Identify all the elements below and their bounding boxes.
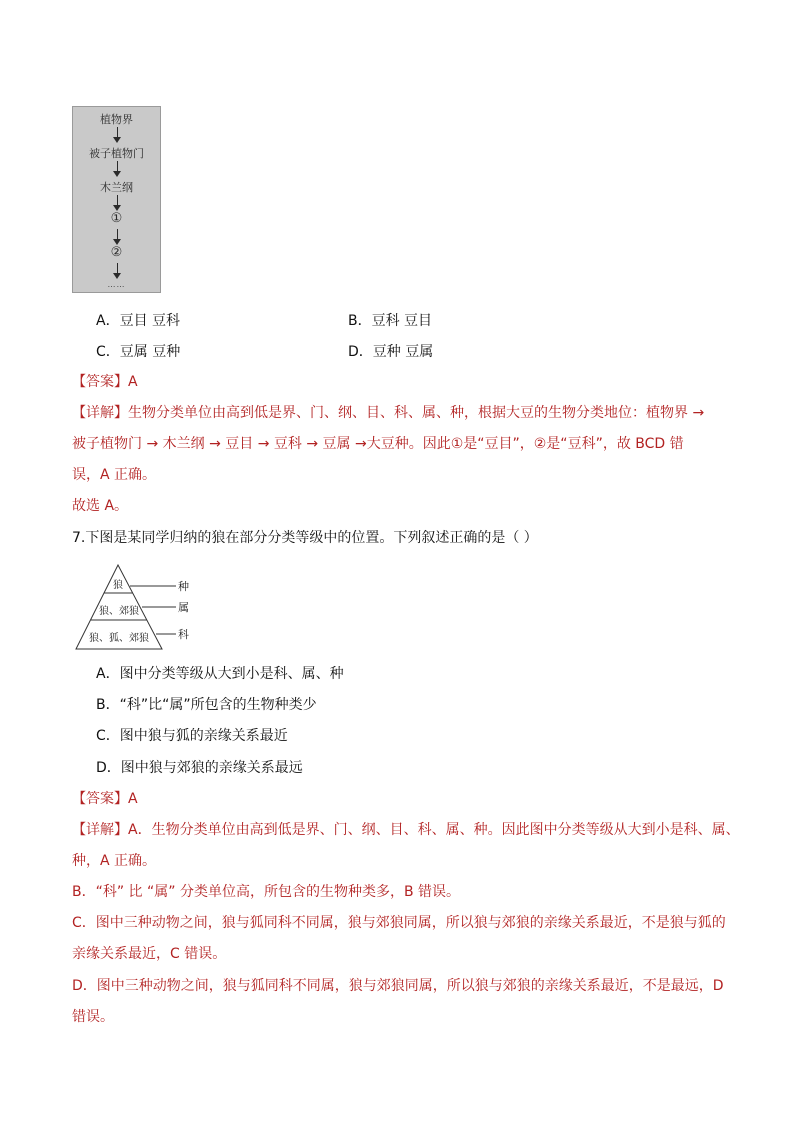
level-phylum: 被子植物门 [89, 147, 144, 160]
answer-value: A [128, 791, 138, 807]
detail-line-2: 被子植物门 → 木兰纲 → 豆目 → 豆科 → 豆属 →大豆种。因此①是“豆目”，②是“豆科”，故 BCD 错 [72, 436, 684, 452]
option-b: B．“科”比“属”所包含的生物种类少 [96, 697, 317, 713]
option-c: C．豆属 豆种 [96, 344, 181, 360]
answer-value: A [128, 374, 138, 390]
level-kingdom: 植物界 [100, 113, 133, 126]
option-a: A．图中分类等级从大到小是科、属、种 [96, 666, 344, 682]
detail-line-2: 种，A 正确。 [72, 853, 157, 869]
detail-line-4: C．图中三种动物之间，狼与狐同科不同属，狼与郊狼同属，所以狼与郊狼的亲缘关系最近，不是狼与狐的 [72, 915, 726, 931]
option-d: D．图中狼与郊狼的亲缘关系最远 [96, 760, 303, 776]
label-genus: 属 [178, 601, 189, 614]
answer-line [72, 789, 138, 809]
ellipsis: …… [107, 280, 126, 289]
conclusion: 故选 A。 [72, 498, 129, 514]
question-7-stem: 7.下图是某同学归纳的狼在部分分类等级中的位置。下列叙述正确的是（ ） [72, 530, 538, 546]
detail-line-1 [72, 403, 704, 423]
detail-line-3: 误，A 正确。 [72, 467, 157, 483]
detail-line-6: D．图中三种动物之间，狼与狐同科不同属，狼与郊狼同属，所以狼与郊狼的亲缘关系最近，不是最远，D [72, 978, 724, 994]
detail-label: 【详解】 [72, 405, 128, 421]
detail-line-7: 错误。 [72, 1009, 114, 1025]
detail-line-5: 亲缘关系最近，C 错误。 [72, 946, 227, 962]
answer-line [72, 372, 138, 392]
detail-line-1 [72, 820, 740, 840]
label-species: 种 [178, 580, 189, 593]
level-blank-2: ② [110, 245, 123, 260]
detail-text: 生物分类单位由高到低是界、门、纲、目、科、属、种，根据大豆的生物分类地位：植物界 → [128, 405, 705, 421]
detail-text: A．生物分类单位由高到低是界、门、纲、目、科、属、种。因此图中分类等级从大到小是科、属、 [128, 822, 740, 838]
answer-label: 【答案】 [72, 374, 128, 390]
answer-label: 【答案】 [72, 791, 128, 807]
label-family: 科 [178, 628, 189, 641]
tier-family: 狼、狐、郊狼 [89, 633, 149, 644]
classification-chain-figure [72, 106, 161, 293]
level-blank-1: ① [110, 211, 123, 226]
detail-line-3: B．“科” 比 “属” 分类单位高，所包含的生物种类多，B 错误。 [72, 884, 461, 900]
tier-species: 狼 [113, 580, 123, 591]
option-b: B．豆科 豆目 [348, 313, 433, 329]
level-class: 木兰纲 [100, 181, 133, 194]
option-d: D．豆种 豆属 [348, 344, 434, 360]
taxonomy-pyramid-figure [72, 561, 196, 651]
tier-genus: 狼、郊狼 [99, 606, 139, 617]
option-c: C．图中狼与狐的亲缘关系最近 [96, 728, 288, 744]
detail-label: 【详解】 [72, 822, 128, 838]
option-a: A．豆目 豆科 [96, 313, 181, 329]
